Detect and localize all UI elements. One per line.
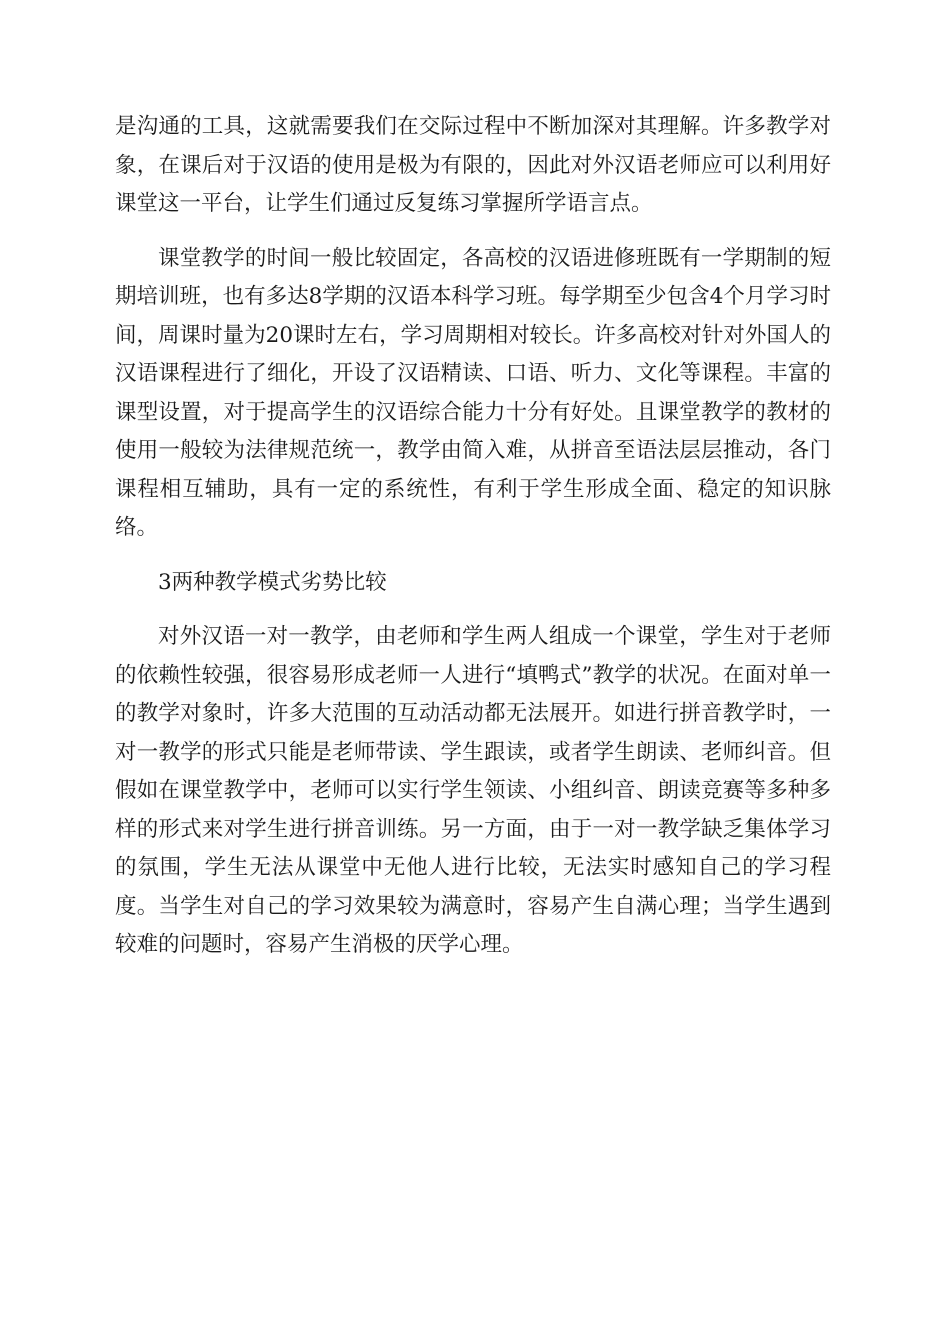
document-body xyxy=(115,108,831,965)
section-heading: 3两种教学模式劣势比较 xyxy=(158,569,387,595)
paragraph-one-on-one-disadvantages: 对外汉语一对一教学，由老师和学生两人组成一个课堂，学生对于老师的依赖性较强，很容易形成老师一人进行“填鸭式”教学的状况。在面对单一的教学对象时，许多大范围的互动活动都无法展开。如进行拼音教学时，一对一教学的形式只能是老师带读、学生跟读，或者学生朗读、老师纠音。但假如在课堂教学中，老师可以实行学生领读、小组纠音、朗读竞赛等多种多样的形式来对学生进行拼音训练。另一方面，由于一对一教学缺乏集体学习的氛围，学生无法从课堂中无他人进行比较，无法实时感知自己的学习程度。当学生对自己的学习效果较为满意时，容易产生自满心理；当学生遇到较难的问题时，容易产生消极的厌学心理。 xyxy=(115,624,831,957)
paragraph-classroom-teaching: 课堂教学的时间一般比较固定，各高校的汉语进修班既有一学期制的短期培训班，也有多达8学期的汉语本科学习班。每学期至少包含4个月学习时间，周课时量为20课时左右，学习周期相对较长。许多高校对针对外国人的汉语课程进行了细化，开设了汉语精读、口语、听力、文化等课程。丰富的课型设置，对于提高学生的汉语综合能力十分有好处。且课堂教学的教材的使用一般较为法律规范统一，教学由简入难，从拼音至语法层层推动，各门课程相互辅助，具有一定的系统性，有利于学生形成全面、稳定的知识脉络。 xyxy=(115,245,831,540)
paragraph-continued: 是沟通的工具，这就需要我们在交际过程中不断加深对其理解。许多教学对象，在课后对于汉语的使用是极为有限的，因此对外汉语老师应可以利用好课堂这一平台，让学生们通过反复练习掌握所学语言点。 xyxy=(115,114,831,216)
